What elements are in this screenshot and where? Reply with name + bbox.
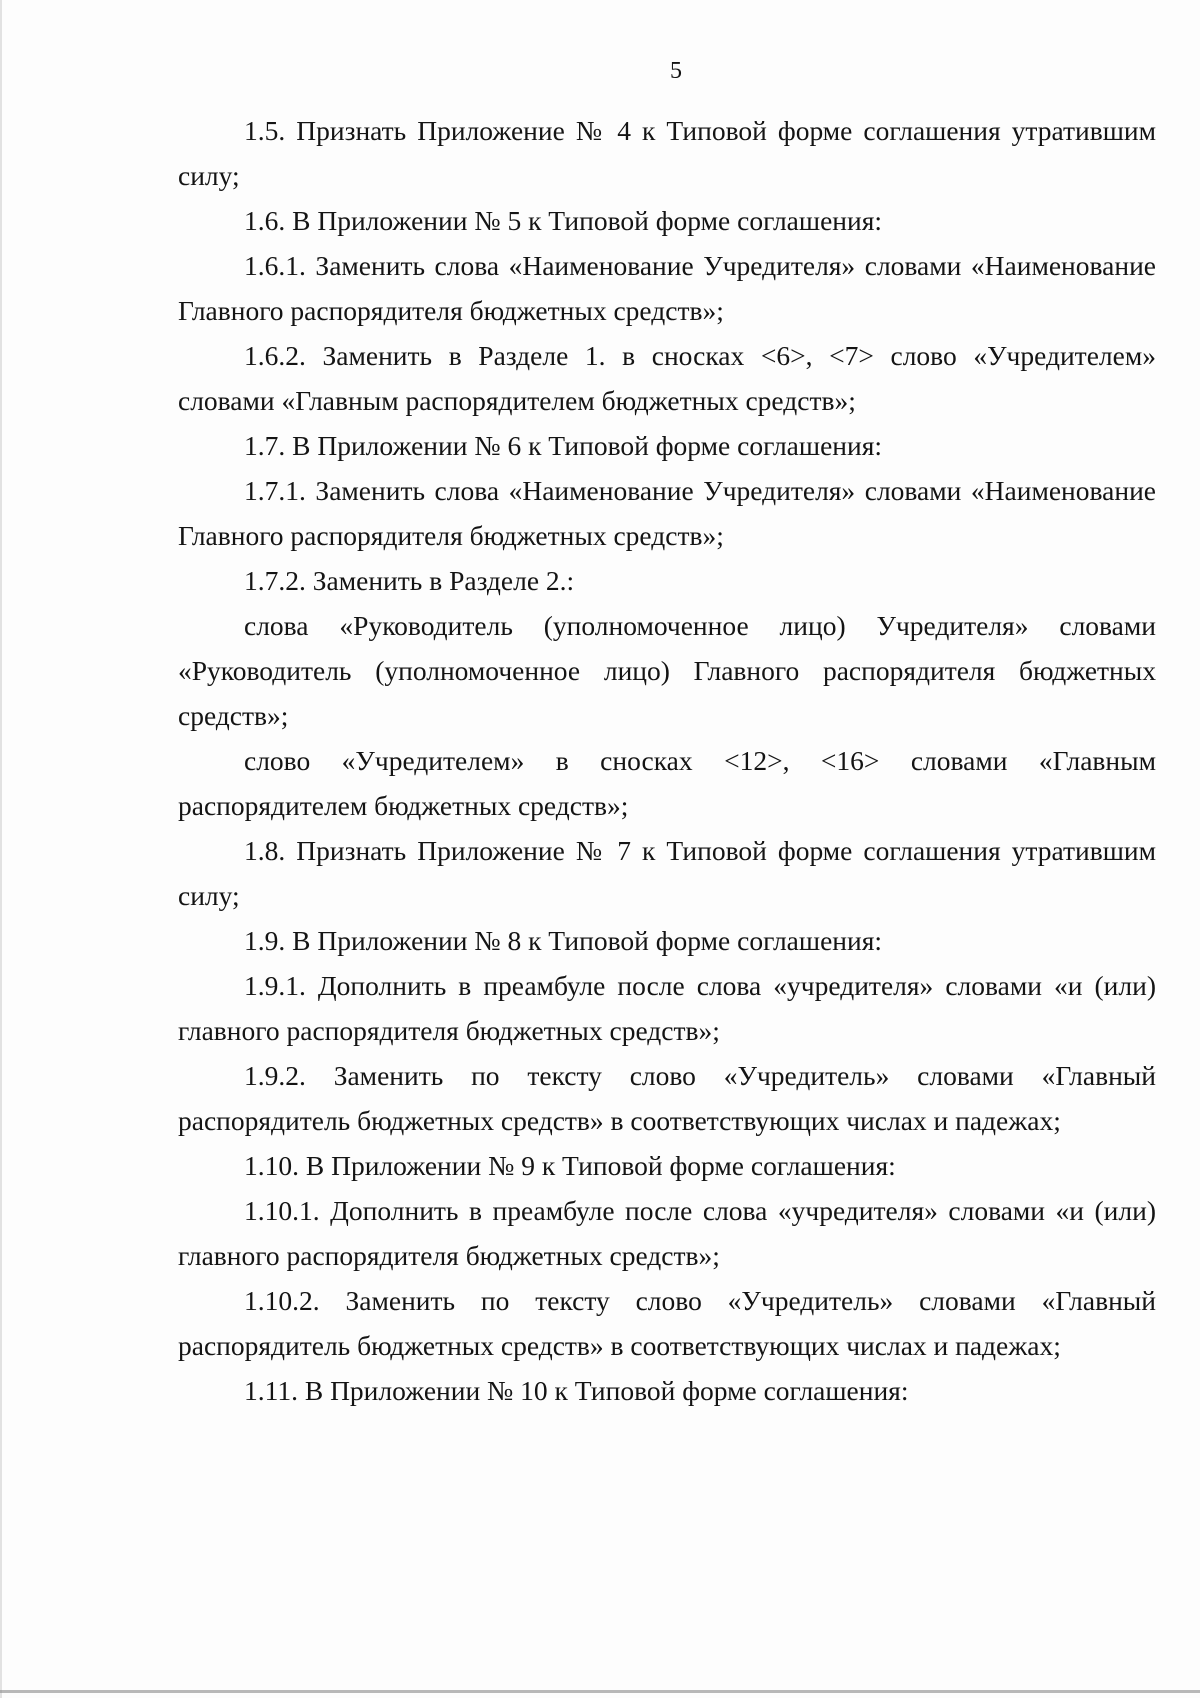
paragraph-1-6: 1.6. В Приложении № 5 к Типовой форме соглашения: bbox=[244, 205, 882, 236]
paragraph-1-5: 1.5. Признать Приложение № 4 к Типовой форме соглашения утратившим силу; bbox=[178, 115, 1156, 191]
paragraph-1-9-2: 1.9.2. Заменить по тексту слово «Учредитель» словами «Главный распорядитель бюджетных средств» в соответствующих числах и падежах; bbox=[178, 1060, 1156, 1136]
body-text bbox=[178, 108, 1156, 1413]
scan-bottom-edge bbox=[0, 1690, 1200, 1693]
paragraph-1-7-2: 1.7.2. Заменить в Разделе 2.: bbox=[244, 565, 575, 596]
paragraph-1-7-2-b: слово «Учредителем» в сносках <12>, <16> словами «Главным распорядителем бюджетных средств»; bbox=[178, 745, 1156, 821]
paragraph-1-9-1: 1.9.1. Дополнить в преамбуле после слова «учредителя» словами «и (или) главного распорядителя бюджетных средств»; bbox=[178, 970, 1156, 1046]
paragraph-1-8: 1.8. Признать Приложение № 7 к Типовой форме соглашения утратившим силу; bbox=[178, 835, 1156, 911]
paragraph-1-10: 1.10. В Приложении № 9 к Типовой форме соглашения: bbox=[244, 1150, 896, 1181]
paragraph-1-7-2-a: слова «Руководитель (уполномоченное лицо) Учредителя» словами «Руководитель (уполномоченное лицо) Главного распорядителя бюджетных средств»; bbox=[178, 610, 1156, 731]
paragraph-1-11: 1.11. В Приложении № 10 к Типовой форме соглашения: bbox=[244, 1375, 909, 1406]
paragraph-1-7: 1.7. В Приложении № 6 к Типовой форме соглашения: bbox=[244, 430, 882, 461]
page-number: 5 bbox=[670, 58, 682, 84]
scan-left-edge bbox=[0, 0, 2, 1698]
paragraph-1-9: 1.9. В Приложении № 8 к Типовой форме соглашения: bbox=[244, 925, 882, 956]
paragraph-1-6-1: 1.6.1. Заменить слова «Наименование Учредителя» словами «Наименование Главного распорядителя бюджетных средств»; bbox=[178, 250, 1156, 326]
paragraph-1-7-1: 1.7.1. Заменить слова «Наименование Учредителя» словами «Наименование Главного распорядителя бюджетных средств»; bbox=[178, 475, 1156, 551]
paragraph-1-10-2: 1.10.2. Заменить по тексту слово «Учредитель» словами «Главный распорядитель бюджетных средств» в соответствующих числах и падежах; bbox=[178, 1285, 1156, 1361]
paragraph-1-6-2: 1.6.2. Заменить в Разделе 1. в сносках <6>, <7> слово «Учредителем» словами «Главным распорядителем бюджетных средств»; bbox=[178, 340, 1156, 416]
paragraph-1-10-1: 1.10.1. Дополнить в преамбуле после слова «учредителя» словами «и (или) главного распорядителя бюджетных средств»; bbox=[178, 1195, 1156, 1271]
